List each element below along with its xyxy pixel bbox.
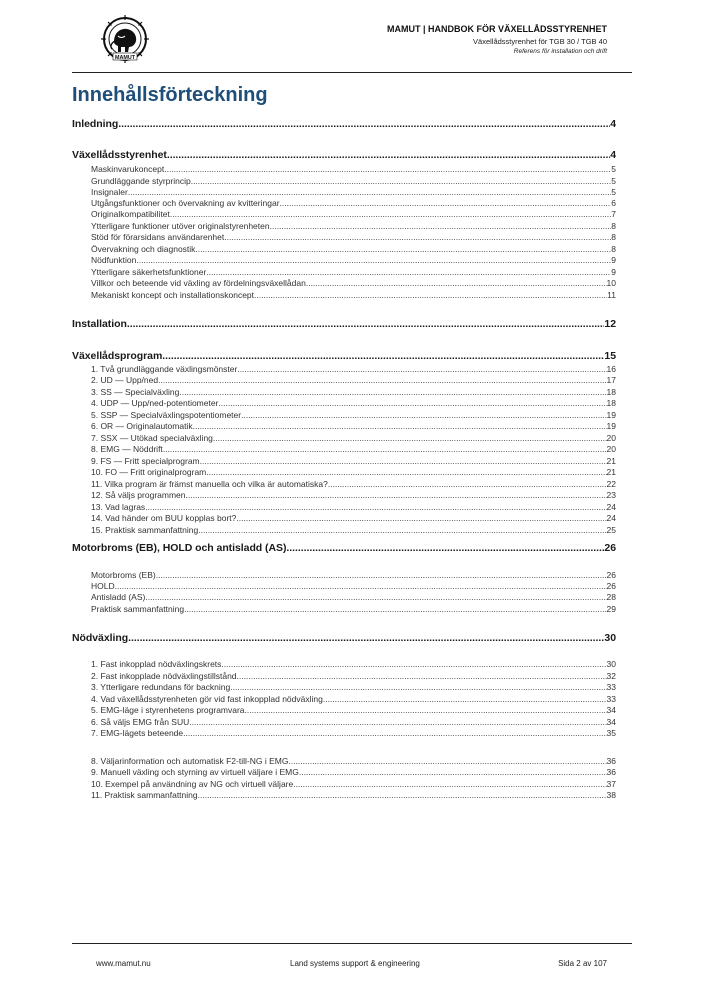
dot-leader [145,592,606,602]
dot-leader [186,490,607,500]
toc-entry-label: Grundläggande styrprincip [91,176,191,186]
dot-leader [184,604,606,614]
toc-entry-label: 11. Vilka program är främst manuella och vilka är automatiska? [91,479,328,489]
page-header [387,24,607,55]
toc-page-number: 36 [606,767,616,777]
toc-item[interactable] [91,682,616,692]
toc-item[interactable] [91,767,616,777]
toc-entry-label: Nödfunktion [91,255,137,265]
dot-leader [128,632,604,644]
toc-page-number: 8 [611,244,616,254]
toc-section[interactable] [72,118,616,130]
toc-section[interactable] [72,149,616,161]
toc-item[interactable] [91,592,616,602]
footer-divider [72,943,632,944]
toc-page-number: 24 [606,513,616,523]
toc-section[interactable] [72,350,616,362]
toc-entry-label: 9. Manuell växling och styrning av virtuell väljare i EMG [91,767,299,777]
toc-page-number: 35 [606,728,616,738]
toc-page-number: 16 [606,364,616,374]
dot-leader [128,187,611,197]
toc-entry-label: Insignaler [91,187,128,197]
toc-entry-label: 2. UD — Upp/ned [91,375,159,385]
toc-entry-label: Villkor och beteende vid växling av fördelningsväxellådan [91,278,306,288]
toc-entry-label: Originalkompatibilitet [91,209,170,219]
toc-page-number: 9 [611,255,616,265]
dot-leader [167,149,610,161]
toc-item[interactable] [91,581,616,591]
toc-entry-label: Utgångsfunktioner och övervakning av kvitteringar [91,198,280,208]
toc-item[interactable] [91,694,616,704]
toc-item[interactable] [91,221,616,231]
toc-item[interactable] [91,387,616,397]
toc-item[interactable] [91,756,616,766]
dot-leader [237,364,606,374]
toc-page-number: 8 [611,221,616,231]
toc-entry-label: 11. Praktisk sammanfattning [91,790,198,800]
dot-leader [206,267,611,277]
dot-leader [218,398,606,408]
dot-leader [221,659,606,669]
toc-item[interactable] [91,728,616,738]
header-divider [72,72,632,73]
dot-leader [299,767,607,777]
toc-item[interactable] [91,433,616,443]
toc-item[interactable] [91,176,616,186]
toc-item[interactable] [91,375,616,385]
toc-entry-label: Ytterligare säkerhetsfunktioner [91,267,207,277]
dot-leader [191,176,612,186]
footer-website[interactable]: www.mamut.nu [96,959,151,968]
toc-page-number: 23 [606,490,616,500]
toc-page-number: 20 [606,444,616,454]
toc-entry-label: 7. SSX — Utökad specialväxling [91,433,213,443]
toc-entry-label: Praktisk sammanfattning [91,604,185,614]
toc-entry-label: 9. FS — Fritt specialprogram [91,456,200,466]
toc-item[interactable] [91,244,616,254]
toc-entry-label: Mekaniskt koncept och installationskoncept [91,290,255,300]
toc-page-number: 26 [604,542,616,554]
footer-page-info: Sida 2 av 107 [558,959,607,968]
toc-heading: Innehållsförteckning [72,84,268,106]
toc-entry-label: 3. Ytterligare redundans för backning [91,682,231,692]
logo-text: MAMUT [114,54,136,61]
toc-page-number: 19 [606,421,616,431]
dot-leader [288,756,606,766]
dot-leader [163,444,607,454]
toc-item[interactable] [91,570,616,580]
toc-page-number: 24 [606,502,616,512]
dot-leader [328,479,607,489]
toc-entry-label: 2. Fast inkopplade nödväxlingstillstånd [91,671,237,681]
header-title: MAMUT | HANDBOK FÖR VÄXELLÅDSSTYRENHET [386,24,607,34]
toc-entry-label: 6. Så väljs EMG från SUU [91,717,190,727]
toc-item[interactable] [91,290,616,300]
toc-entry-label: 8. EMG — Nöddrift [91,444,163,454]
dot-leader [224,232,611,242]
toc-page-number: 4 [610,118,616,130]
toc-item[interactable] [91,444,616,454]
dot-leader [127,318,605,330]
toc-entry-label: 7. EMG-lägets beteende [91,728,184,738]
toc-entry-label: Inledning [72,118,119,130]
dot-leader [254,290,607,300]
toc-item[interactable] [91,410,616,420]
toc-item[interactable] [91,479,616,489]
dot-leader [200,456,607,466]
toc-page-number: 15 [604,350,616,362]
toc-page-number: 18 [606,398,616,408]
toc-entry-label: 10. FO — Fritt originalprogram [91,467,207,477]
toc-section[interactable] [72,542,616,554]
dot-leader [213,433,607,443]
toc-page-number: 19 [606,410,616,420]
toc-entry-label: 1. Två grundläggande växlingsmönster [91,364,238,374]
toc-page-number: 5 [611,176,616,186]
toc-page-number: 30 [604,632,616,644]
dot-leader [236,513,606,523]
dot-leader [145,502,606,512]
toc-entry-label: 12. Så väljs programmen [91,490,186,500]
dot-leader [156,570,607,580]
toc-page-number: 25 [606,525,616,535]
toc-page-number: 20 [606,433,616,443]
toc-item[interactable] [91,198,616,208]
toc-page-number: 34 [606,717,616,727]
toc-item[interactable] [91,255,616,265]
toc-page-number: 17 [606,375,616,385]
toc-item[interactable] [91,604,616,614]
dot-leader [245,705,607,715]
toc-entry-label: Motorbroms (EB), HOLD och antisladd (AS) [72,542,287,554]
toc-entry-label: Maskinvarukoncept [91,164,165,174]
dot-leader [230,682,606,692]
toc-entry-label: 6. OR — Originalautomatik [91,421,193,431]
toc-page-number: 18 [606,387,616,397]
dot-leader [206,467,606,477]
dot-leader [189,717,606,727]
dot-leader [241,410,606,420]
toc-entry-label: Motorbroms (EB) [91,570,156,580]
toc-page-number: 22 [606,479,616,489]
toc-entry-label: 4. Vad växellådsstyrenheten gör vid fast inkopplad nödväxling [91,694,323,704]
toc-entry-label: HOLD [91,581,115,591]
dot-leader [323,694,607,704]
toc-entry-label: Antisladd (AS) [91,592,146,602]
toc-page-number: 26 [606,570,616,580]
toc-item[interactable] [91,398,616,408]
dot-leader [280,198,612,208]
toc-page-number: 11 [607,290,616,300]
toc-section[interactable] [72,318,616,330]
toc-entry-label: Nödväxling [72,632,129,644]
toc-page-number: 4 [610,149,616,161]
dot-leader [179,387,606,397]
toc-page-number: 21 [606,467,616,477]
header-subtitle: Växellådsstyrenhet för TGB 30 / TGB 40 [473,37,607,46]
toc-entry-label: 5. SSP — Specialväxlingspotentiometer [91,410,242,420]
toc-page-number: 28 [606,592,616,602]
toc-entry-label: 14. Vad händer om BUU kopplas bort? [91,513,237,523]
toc-entry-label: Växellådsstyrenhet [72,149,167,161]
toc-entry-label: Installation [72,318,127,330]
dot-leader [193,421,607,431]
toc-page-number: 34 [606,705,616,715]
toc-entry-label: 4. UDP — Upp/ned-potentiometer [91,398,219,408]
dot-leader [195,244,611,254]
toc-page-number: 7 [611,209,616,219]
toc-entry-label: 10. Exempel på användning av NG och virtuell väljare [91,779,294,789]
toc-section[interactable] [72,632,616,644]
dot-leader [198,525,606,535]
toc-item[interactable] [91,790,616,800]
dot-leader [170,209,611,219]
toc-entry-label: Övervakning och diagnostik [91,244,196,254]
toc-page-number: 26 [606,581,616,591]
toc-page-number: 6 [611,198,616,208]
toc-item[interactable] [91,278,616,288]
toc-item[interactable] [91,467,616,477]
toc-item[interactable] [91,364,616,374]
toc-item[interactable] [91,513,616,523]
toc-page-number: 38 [606,790,616,800]
dot-leader [183,728,606,738]
toc-page-number: 10 [606,278,616,288]
toc-item[interactable] [91,490,616,500]
toc-entry-label: Växellådsprogram [72,350,163,362]
toc-entry-label: Stöd för förarsidans användarenhet [91,232,225,242]
toc-item[interactable] [91,502,616,512]
toc-page-number: 33 [606,694,616,704]
toc-item[interactable] [91,267,616,277]
toc-item[interactable] [91,705,616,715]
toc-page-number: 32 [606,671,616,681]
dot-leader [237,671,607,681]
toc-page-number: 21 [606,456,616,466]
toc-entry-label: 13. Vad lagras [91,502,146,512]
toc-entry-label: 1. Fast inkopplad nödväxlingskrets [91,659,222,669]
dot-leader [286,542,604,554]
toc-entry-label: 8. Väljarinformation och automatisk F2-till-NG i EMG [91,756,289,766]
toc-page-number: 30 [606,659,616,669]
toc-page-number: 5 [611,164,616,174]
dot-leader [158,375,606,385]
toc-item[interactable] [91,187,616,197]
dot-leader [293,779,606,789]
toc-item[interactable] [91,717,616,727]
dot-leader [136,255,611,265]
toc-item[interactable] [91,164,616,174]
toc-item[interactable] [91,209,616,219]
toc-page-number: 9 [611,267,616,277]
dot-leader [164,164,611,174]
dot-leader [118,118,610,130]
toc-item[interactable] [91,456,616,466]
toc-page-number: 29 [606,604,616,614]
toc-page-number: 12 [604,318,616,330]
dot-leader [162,350,604,362]
toc-entry-label: 15. Praktisk sammanfattning [91,525,199,535]
toc-item[interactable] [91,659,616,669]
dot-leader [198,790,607,800]
toc-item[interactable] [91,232,616,242]
toc-entry-label: 3. SS — Specialväxling [91,387,180,397]
toc-page-number: 33 [606,682,616,692]
header-reference: Referens för installation och drift [513,48,607,55]
footer-tagline: Land systems support & engineering [290,959,420,968]
toc-item[interactable] [91,525,616,535]
toc-item[interactable] [91,779,616,789]
toc-entry-label: Ytterligare funktioner utöver originalstyrenheten [91,221,270,231]
dot-leader [115,581,607,591]
toc-page-number: 5 [611,187,616,197]
toc-page-number: 8 [611,232,616,242]
toc-item[interactable] [91,671,616,681]
toc-page-number: 37 [606,779,616,789]
toc-page-number: 36 [606,756,616,766]
dot-leader [306,278,607,288]
mamut-logo [94,14,156,64]
toc-item[interactable] [91,421,616,431]
toc-entry-label: 5. EMG-läge i styrenhetens programvara [91,705,245,715]
dot-leader [270,221,612,231]
